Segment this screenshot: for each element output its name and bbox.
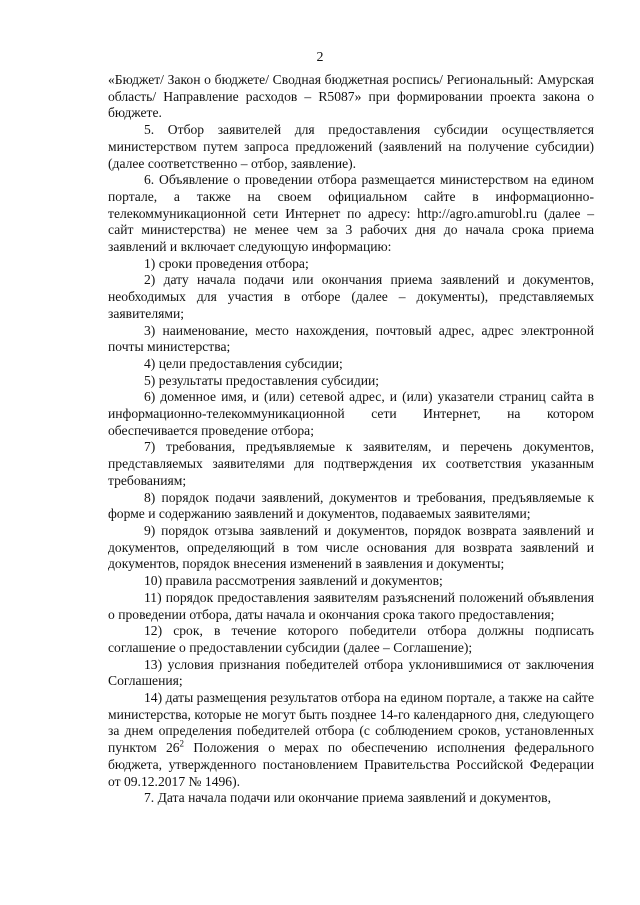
- list-item-5: 5) результаты предоставления субсидии;: [144, 372, 380, 388]
- list-item-11: 11) порядок предоставления заявителям разъяснений положений объявления о проведении отбора, даты начала и окончания срока такого предоставления;: [108, 589, 594, 622]
- document-body: [108, 72, 594, 807]
- list-item-12: 12) срок, в течение которого победители отбора должны подписать соглашение о предоставлении субсидии (далее – Соглашение);: [108, 623, 594, 655]
- paragraph-budget-classification: «Бюджет/ Закон о бюджете/ Сводная бюджетная роспись/ Региональный: Амурская область/ Направление расходов – R5087» при формировании проекта закона о бюджете.: [108, 72, 594, 121]
- list-item-7: 7) требования, предъявляемые к заявителям, и перечень документов, представляемых заявителями для подтверждения их соответствия указанным требованиям;: [108, 439, 594, 488]
- list-item-3: 3) наименование, место нахождения, почтовый адрес, адрес электронной почты министерства;: [108, 322, 594, 355]
- list-item-14-text-cont: Положения о мерах по обеспечению исполнения федерального бюджета, утвержденного постановлением Правительства Российской Федерации от 09.12.2017 № 1496).: [108, 740, 594, 789]
- list-item-6: 6) доменное имя, и (или) сетевой адрес, и (или) указатели страниц сайта в информационно-телекоммуникационной сети Интернет, на котором обеспечивается проведение отбора;: [108, 389, 594, 438]
- list-item-14-text: 14) даты размещения результатов отбора на едином портале, а также на сайте министерства, которые не могут быть позднее 14-го календарного дня, следующего за днем определения победителей отбора (с соблюдением сроков, установленных пунктом 26: [108, 690, 594, 756]
- paragraph-5: 5. Отбор заявителей для предоставления субсидии осуществляется министерством путем запроса предложений (заявлений на получение субсидии) (далее соответственно – отбор, заявление).: [108, 122, 594, 171]
- footnote-superscript: 2: [179, 738, 185, 749]
- paragraph-6: 6. Объявление о проведении отбора размещается министерством на едином портале, а также на своем официальном сайте в информационно-телекоммуникационной сети Интернет по адресу: http://agro.amurobl.ru (далее – сайт министерства) не менее чем за 3 рабочих дня до начала срока приема заявлений и включает следующую информацию:: [108, 172, 594, 255]
- page-number: 2: [316, 50, 324, 65]
- list-item-9: 9) порядок отзыва заявлений и документов, порядок возврата заявлений и документов, определяющий в том числе основания для возврата заявлений и документов, порядок внесения изменений в заявления и документы;: [108, 522, 594, 572]
- list-item-8: 8) порядок подачи заявлений, документов и требования, предъявляемые к форме и содержанию заявлений и документов, подаваемых заявителями;: [108, 489, 594, 522]
- list-item-4: 4) цели предоставления субсидии;: [144, 355, 343, 371]
- list-item-10: 10) правила рассмотрения заявлений и документов;: [144, 573, 443, 589]
- list-item-2: 2) дату начала подачи или окончания приема заявлений и документов, необходимых для участия в отборе (далее – документы), представляемых заявителями;: [108, 272, 594, 321]
- list-item-13: 13) условия признания победителей отбора уклонившимися от заключения Соглашения;: [108, 656, 594, 689]
- paragraph-7: 7. Дата начала подачи или окончание приема заявлений и документов,: [144, 790, 551, 806]
- list-item-14: [108, 690, 594, 790]
- list-item-1: 1) сроки проведения отбора;: [144, 255, 309, 271]
